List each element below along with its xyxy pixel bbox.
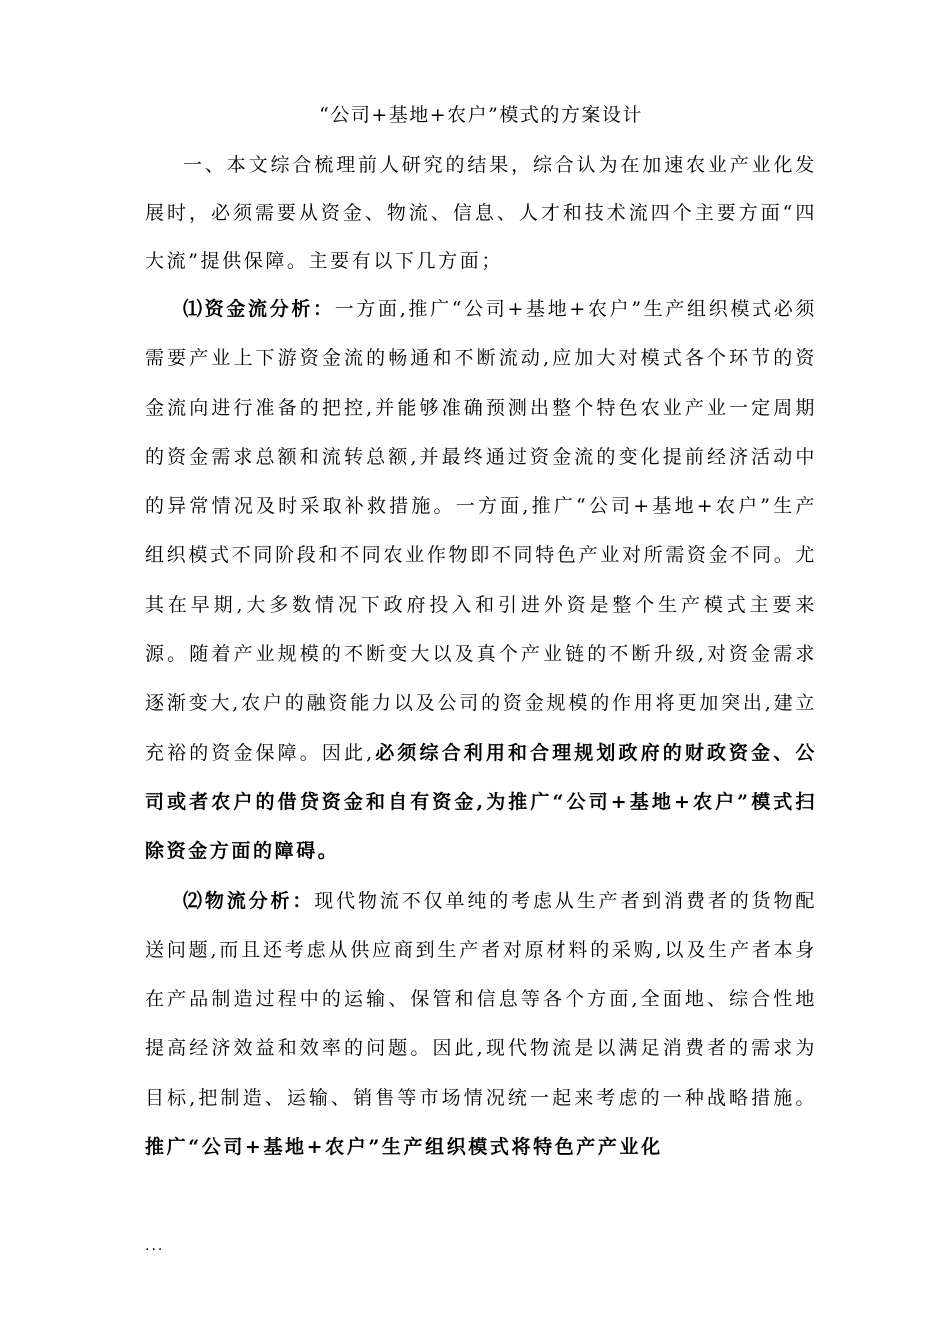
logistics-emphasis: 推广“公司+基地+农户”生产组织模式将特色产产业化 bbox=[145, 1136, 663, 1159]
capital-flow-heading: ⑴资金流分析： bbox=[183, 298, 335, 320]
capital-flow-paragraph bbox=[145, 285, 817, 877]
page-footer-marker: ... bbox=[145, 1238, 165, 1254]
intro-paragraph: 一、本文综合梳理前人研究的结果，综合认为在加速农业产业化发展时，必须需要从资金、物流、信息、人才和技术流四个主要方面“四大流”提供保障。主要有以下几方面； bbox=[145, 154, 817, 272]
capital-flow-body: 一方面,推广“公司+基地+农户”生产组织模式必须需要产业上下游资金流的畅通和不断流动,应加大对模式各个环节的资金流向进行准备的把控,并能够准确预测出整个特色农业产业一定周期的资金需求总额和流转总额,并最终通过资金流的变化提前经济活动中的异常情况及时采取补救措施。一方面,推广“公司+基地+农户”生产组织模式不同阶段和不同农业作物即不同特色产业对所需资金不同。尤其在早期,大多数情况下政府投入和引进外资是整个生产模式主要来源。随着产业规模的不断变大以及真个产业链的不断升级,对资金需求逐渐变大,农户的融资能力以及公司的资金规模的作用将更加突出,建立充裕的资金保障。因此, bbox=[145, 298, 817, 764]
logistics-heading: ⑵物流分析： bbox=[183, 889, 315, 912]
document-page bbox=[145, 100, 817, 1172]
logistics-paragraph bbox=[145, 877, 817, 1173]
document-title: “公司+基地+农户”模式的方案设计 bbox=[319, 104, 643, 126]
logistics-body: 现代物流不仅单纯的考虑从生产者到消费者的货物配送问题,而且还考虑从供应商到生产者对原材料的采购,以及生产者本身在产品制造过程中的运输、保管和信息等各个方面,全面地、综合性地提高经济效益和效率的问题。因此,现代物流是以满足消费者的需求为目标,把制造、运输、销售等市场情况统一起来考虑的一种战略措施。 bbox=[145, 889, 817, 1109]
capital-flow-emphasis: 必须综合利用和合理规划政府的财政资金、公司或者农户的借贷资金和自有资金,为推广“公司+基地+农户”模式扫除资金方面的障碍。 bbox=[145, 741, 817, 863]
